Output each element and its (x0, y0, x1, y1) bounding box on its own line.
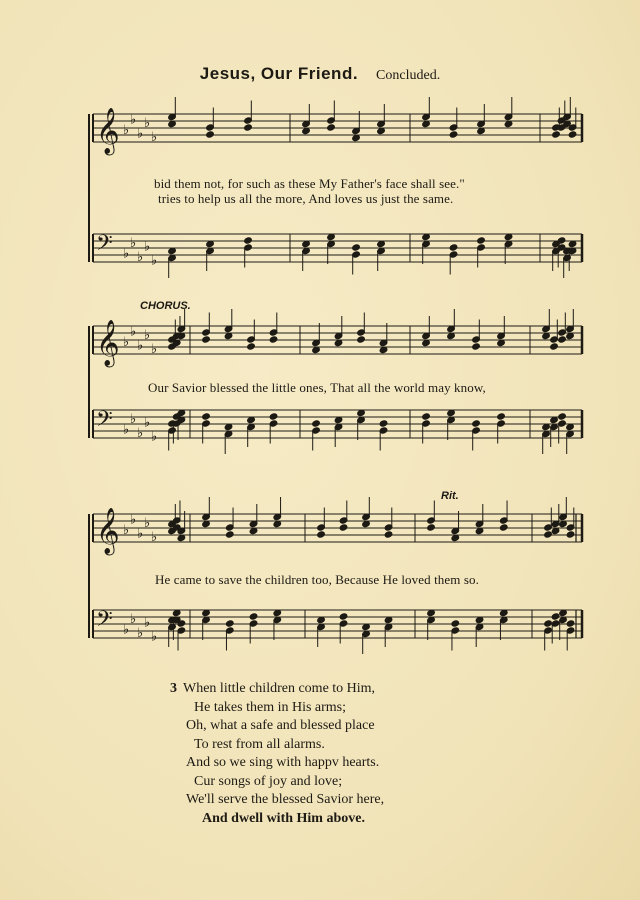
note-head (269, 336, 278, 343)
flat-icon: ♭ (151, 253, 158, 269)
flat-icon: ♭ (137, 250, 144, 265)
flat-icon: ♭ (151, 429, 158, 445)
stanza-line: To rest from all alarms. (194, 736, 325, 752)
lyric-line-2: tries to help us all the more, And loves us just the same. (158, 191, 454, 206)
note-head (269, 413, 278, 420)
stanza-3 (170, 680, 384, 828)
note-head (558, 413, 567, 420)
note-head (472, 420, 481, 427)
lyric-line-1: bid them not, for such as these My Father's face shall see." (154, 176, 465, 191)
note-head (357, 336, 366, 343)
hymn-subtitle: Concluded. (376, 68, 441, 83)
treble-clef-icon: 𝄞 (96, 320, 120, 366)
flat-icon: ♭ (130, 412, 137, 427)
bass-clef-icon: 𝄢 (96, 231, 113, 261)
treble-staff-2 (93, 326, 582, 354)
note-head (566, 531, 575, 538)
note-head (566, 620, 575, 627)
stanza-line: And so we sing with happv hearts. (186, 755, 380, 770)
bass-clef-icon: 𝄢 (96, 607, 113, 637)
note-head (427, 524, 436, 531)
flat-icon: ♭ (130, 512, 137, 528)
flat-icon: ♭ (137, 426, 144, 441)
stanza-number: 3 (170, 681, 177, 696)
flat-icon: ♭ (151, 530, 158, 545)
note-head (449, 131, 458, 138)
note-head (206, 131, 215, 138)
flat-icon: ♭ (151, 342, 158, 357)
note-head (312, 420, 321, 427)
stanza-line: And dwell with Him above. (202, 810, 365, 826)
note-head (497, 413, 506, 420)
flat-icon: ♭ (123, 335, 130, 350)
stanza-line: Oh, what a safe and blessed place (186, 718, 375, 733)
note-head (552, 131, 561, 138)
flat-icon: ♭ (130, 112, 137, 128)
treble-clef-icon: 𝄞 (96, 508, 120, 554)
flat-icon: ♭ (144, 116, 151, 131)
flat-icon: ♭ (123, 622, 130, 638)
flat-icon: ♭ (123, 246, 130, 262)
flat-icon: ♭ (130, 236, 137, 251)
note-head (544, 531, 553, 538)
note-head (379, 420, 388, 427)
note-head (499, 524, 508, 531)
note-head (225, 620, 234, 627)
note-head (557, 237, 566, 244)
note-head (317, 531, 326, 538)
note-head (558, 336, 567, 343)
flat-icon: ♭ (130, 612, 137, 627)
note-head (202, 336, 211, 343)
flat-icon: ♭ (144, 239, 151, 255)
lyric-chorus: Our Savior blessed the little ones, That all the world may know, (148, 380, 486, 395)
note-head (249, 613, 258, 620)
flat-icon: ♭ (137, 626, 144, 641)
flat-icon: ♭ (123, 523, 130, 538)
note-head (244, 237, 253, 244)
stanza-line: Cur songs of joy and love; (194, 773, 343, 789)
note-head (384, 531, 393, 538)
chorus-marker: CHORUS. (140, 300, 191, 312)
flat-icon: ♭ (137, 126, 144, 142)
flat-icon: ♭ (137, 338, 144, 354)
bass-staff-2 (93, 410, 582, 438)
note-head (551, 613, 560, 620)
note-head (449, 244, 458, 251)
note-head (422, 413, 431, 420)
note-head (339, 524, 348, 531)
ritardando-marker: Rit. (441, 490, 459, 502)
treble-clef-icon: 𝄞 (96, 108, 120, 154)
flat-icon: ♭ (130, 324, 137, 340)
stanza-line: We'll serve the blessed Savior here, (186, 792, 385, 807)
note-head (451, 620, 460, 627)
note-head (339, 613, 348, 620)
flat-icon: ♭ (144, 415, 151, 431)
flat-icon: ♭ (144, 328, 151, 343)
flat-icon: ♭ (144, 516, 151, 531)
flat-icon: ♭ (123, 123, 130, 138)
note-head (472, 343, 481, 350)
flat-icon: ♭ (123, 422, 130, 438)
hymn-title: Jesus, Our Friend. (199, 64, 359, 83)
note-head (477, 237, 486, 244)
bass-clef-icon: 𝄢 (96, 407, 113, 437)
flat-icon: ♭ (137, 526, 144, 542)
flat-icon: ♭ (144, 615, 151, 631)
lyric-final: He came to save the children too, Because He loved them so. (155, 572, 479, 587)
bass-staff-3 (93, 610, 582, 638)
note-head (247, 343, 256, 350)
note-head (544, 620, 553, 627)
flat-icon: ♭ (151, 629, 158, 645)
note-head (327, 124, 336, 131)
note-head (568, 131, 577, 138)
treble-staff-3 (93, 514, 582, 542)
note-head (225, 531, 234, 538)
stanza-line: He takes them in His arms; (194, 699, 347, 715)
note-head (244, 124, 253, 131)
note-head (202, 413, 211, 420)
note-head (352, 244, 361, 251)
flat-icon: ♭ (151, 130, 158, 145)
stanza-line: 3 When little children come to Him, (170, 681, 376, 696)
note-head (550, 343, 559, 350)
